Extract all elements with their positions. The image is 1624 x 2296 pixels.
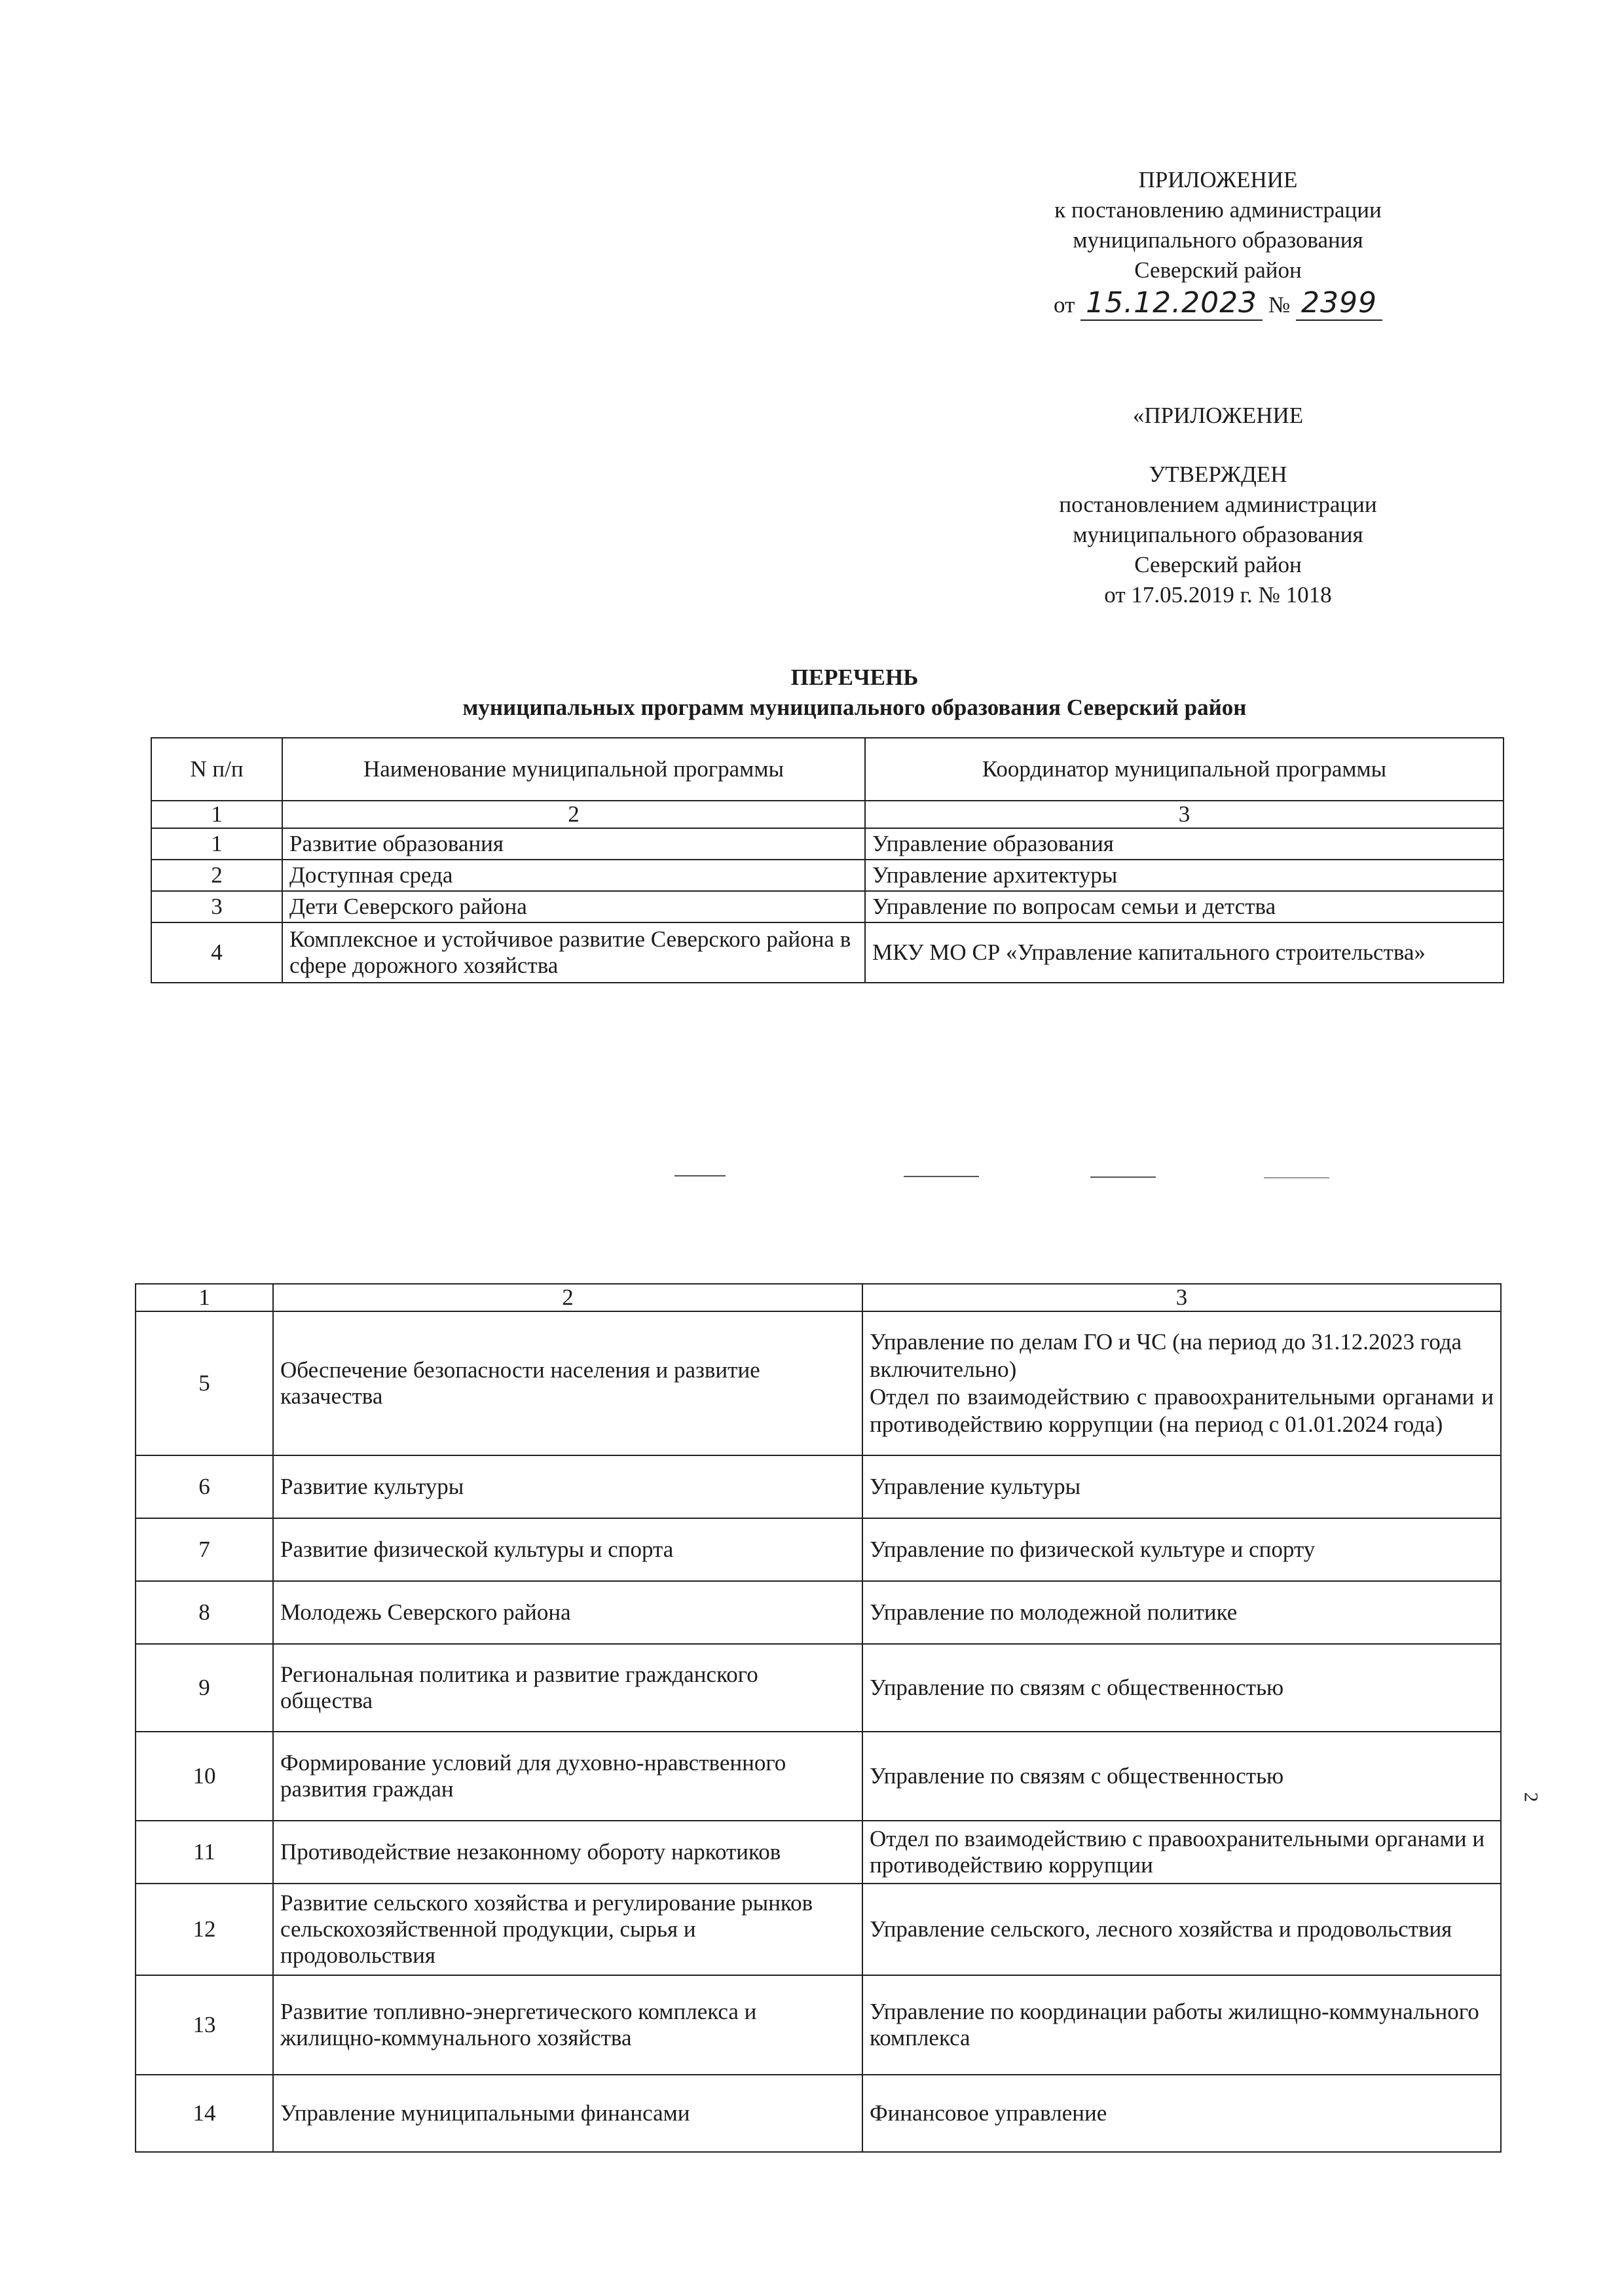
column-number: 1 (151, 801, 282, 828)
annex-number-prefix: № (1268, 292, 1291, 318)
row-name: Дети Северского района (282, 891, 865, 922)
row-coordinator: Управление по связям с общественностью (862, 1732, 1501, 1821)
row-name: Доступная среда (282, 860, 865, 891)
row-coordinator: Отдел по взаимодействию с правоохранительными органами и противодействию коррупции (862, 1821, 1501, 1884)
separator-line (1264, 1177, 1329, 1178)
table-row (151, 860, 1504, 891)
row-name: Развитие образования (282, 828, 865, 860)
annex-line-1: к постановлению администрации (1054, 197, 1382, 223)
annex-line-2: муниципального образования (1073, 227, 1363, 253)
row-coordinator: Управление по координации работы жилищно-коммунального комплекса (862, 1975, 1501, 2075)
table-row (136, 1581, 1501, 1644)
table-row (136, 1518, 1501, 1581)
header-name: Наименование муниципальной программы (282, 738, 865, 801)
row-name: Комплексное и устойчивое развитие Северского района в сфере дорожного хозяйства (282, 922, 865, 983)
row-num: 9 (136, 1644, 273, 1732)
row-num: 1 (151, 828, 282, 860)
table-row (136, 1644, 1501, 1732)
column-number: 1 (136, 1284, 273, 1311)
row-name: Обеспечение безопасности населения и развитие казачества (273, 1311, 862, 1455)
table-row (136, 1455, 1501, 1518)
annex-date-line (1008, 288, 1428, 320)
row-num: 10 (136, 1732, 273, 1821)
approved-line-2: муниципального образования (1073, 522, 1363, 547)
row-name: Развитие топливно-энергетического комплекса и жилищно-коммунального хозяйства (273, 1975, 862, 2075)
annex-date-value: 15.12.2023 (1080, 286, 1263, 321)
approved-header (1008, 401, 1428, 610)
row-name: Развитие сельского хозяйства и регулирование рынков сельскохозяйственной продукции, сырья и продовольствия (273, 1884, 862, 1975)
list-title: ПЕРЕЧЕНЬ (790, 665, 919, 690)
column-numbers-row (136, 1284, 1501, 1311)
table-row (136, 1311, 1501, 1455)
row-num: 2 (151, 860, 282, 891)
annex-date-prefix: от (1054, 292, 1075, 318)
row-num: 8 (136, 1581, 273, 1644)
header-coordinator: Координатор муниципальной программы (865, 738, 1504, 801)
row-num: 13 (136, 1975, 273, 2075)
list-subtitle: муниципальных программ муниципального образования Северский район (462, 695, 1247, 720)
approved-line-3: Северский район (1134, 552, 1302, 577)
row-num: 7 (136, 1518, 273, 1581)
row-coordinator: Управление по физической культуре и спорту (862, 1518, 1501, 1581)
table-row (151, 891, 1504, 922)
approved-title: УТВЕРЖДЕН (1149, 462, 1287, 487)
row-coordinator: МКУ МО СР «Управление капитального строительства» (865, 922, 1504, 983)
row-name: Противодействие незаконному обороту наркотиков (273, 1821, 862, 1884)
row-num: 12 (136, 1884, 273, 1975)
column-number: 3 (862, 1284, 1501, 1311)
table-row (151, 922, 1504, 983)
approved-line-1: постановлением администрации (1059, 492, 1377, 517)
row-coordinator: Управление архитектуры (865, 860, 1504, 891)
annex-title: ПРИЛОЖЕНИЕ (1138, 167, 1298, 192)
row-name: Региональная политика и развитие гражданского общества (273, 1644, 862, 1732)
column-number: 2 (282, 801, 865, 828)
programs-table-part-2 (135, 1283, 1502, 2153)
column-number: 2 (273, 1284, 862, 1311)
row-name: Молодежь Северского района (273, 1581, 862, 1644)
table-header-row (151, 738, 1504, 801)
row-coordinator: Управление по молодежной политике (862, 1581, 1501, 1644)
row-name: Развитие культуры (273, 1455, 862, 1518)
table-row (136, 1821, 1501, 1884)
column-number: 3 (865, 801, 1504, 828)
row-coordinator: Управление по связям с общественностью (862, 1644, 1501, 1732)
row-coordinator: Управление по делам ГО и ЧС (на период до 31.12.2023 года включительно) (870, 1329, 1462, 1382)
table-row (136, 2075, 1501, 2152)
page-number: 2 (1520, 1792, 1542, 1802)
row-name: Управление муниципальными финансами (273, 2075, 862, 2152)
row-num: 4 (151, 922, 282, 983)
row-num: 6 (136, 1455, 273, 1518)
table-row (136, 1884, 1501, 1975)
separator-line (904, 1176, 979, 1177)
row-name: Развитие физической культуры и спорта (273, 1518, 862, 1581)
annex-line-3: Северский район (1134, 257, 1302, 283)
approved-annex-title: «ПРИЛОЖЕНИЕ (1132, 403, 1304, 428)
list-title-block (151, 663, 1559, 723)
approved-line-4: от 17.05.2019 г. № 1018 (1104, 582, 1332, 608)
row-coordinator-cell (862, 1311, 1501, 1455)
column-numbers-row (151, 801, 1504, 828)
row-num: 5 (136, 1311, 273, 1455)
row-name: Формирование условий для духовно-нравственного развития граждан (273, 1732, 862, 1821)
row-num: 11 (136, 1821, 273, 1884)
row-coordinator: Управление сельского, лесного хозяйства и продовольствия (862, 1884, 1501, 1975)
separator-line (1090, 1176, 1156, 1178)
table-row (136, 1975, 1501, 2075)
row-num: 14 (136, 2075, 273, 2152)
programs-table-part-1 (151, 737, 1504, 983)
row-coordinator-extra: Отдел по взаимодействию с правоохранительными органами и противодействию коррупции (на период с 01.01.2024 года) (870, 1384, 1494, 1437)
row-coordinator: Управление культуры (862, 1455, 1501, 1518)
annex-number-value: 2399 (1296, 286, 1382, 321)
separator-line (674, 1175, 726, 1176)
row-coordinator: Управление по вопросам семьи и детства (865, 891, 1504, 922)
table-row (151, 828, 1504, 860)
row-num: 3 (151, 891, 282, 922)
table-row (136, 1732, 1501, 1821)
row-coordinator: Финансовое управление (862, 2075, 1501, 2152)
annex-header (1008, 165, 1428, 320)
header-num: N п/п (151, 738, 282, 801)
row-coordinator: Управление образования (865, 828, 1504, 860)
